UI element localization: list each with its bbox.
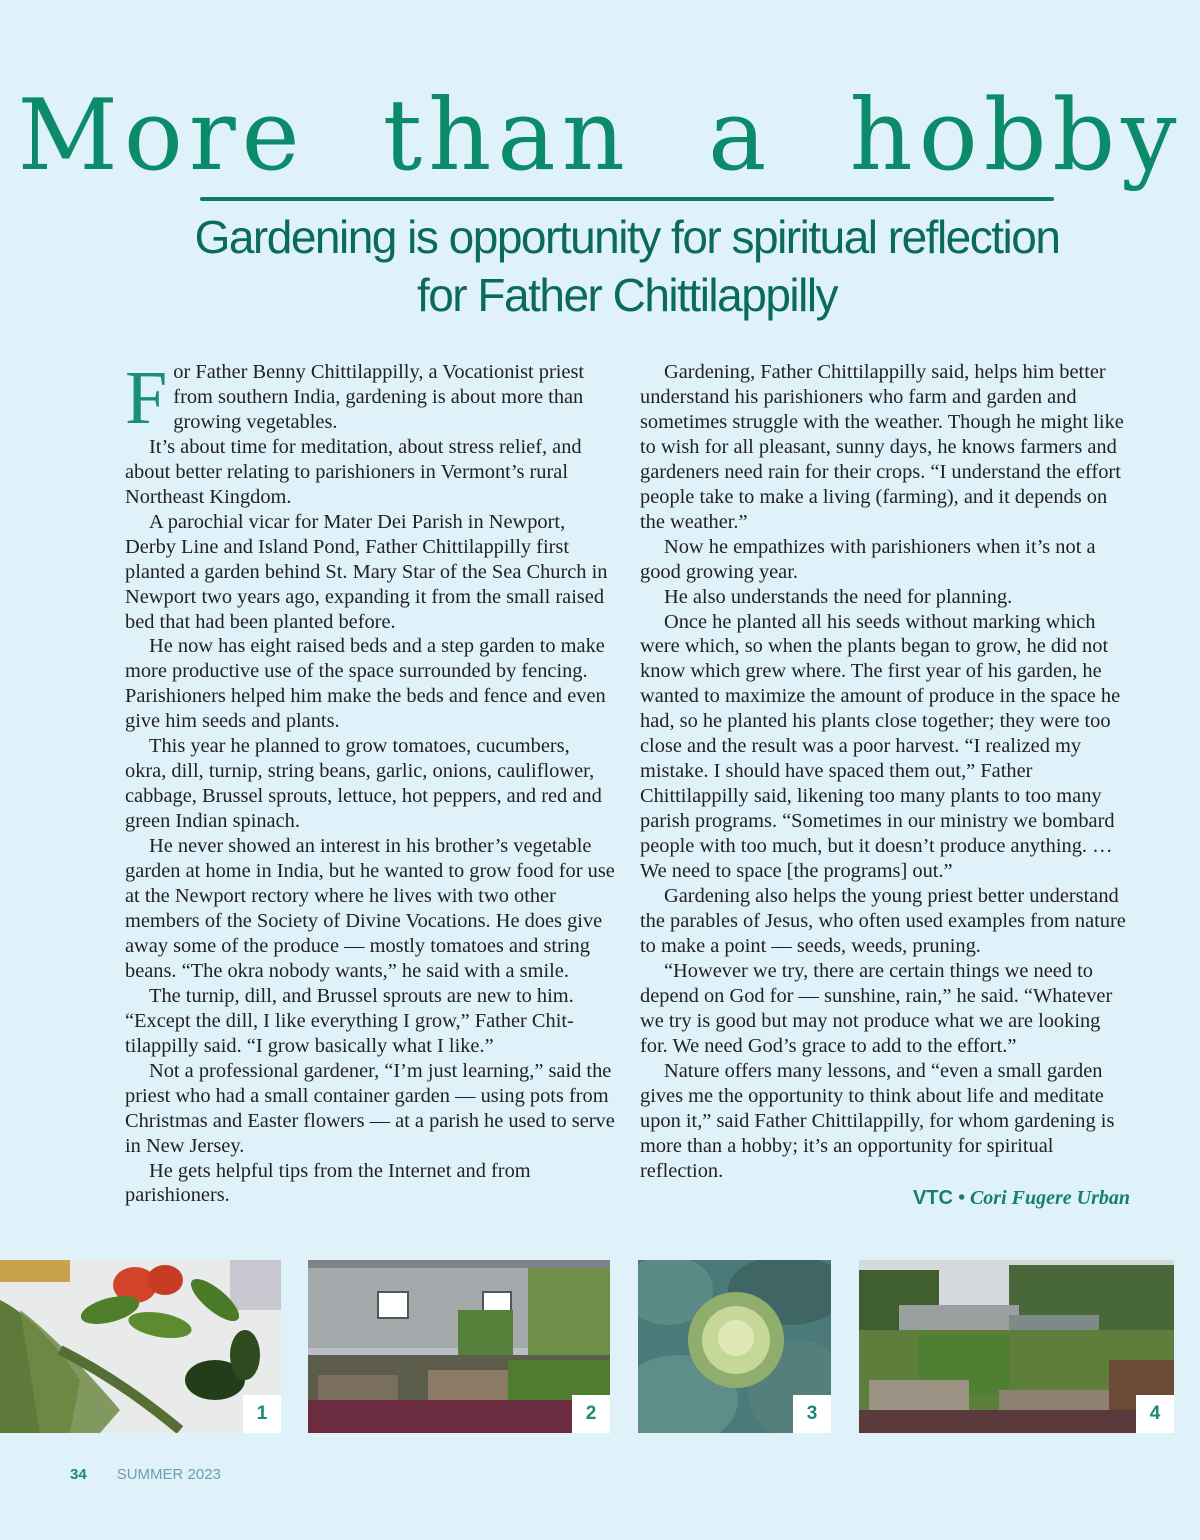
photo-garden xyxy=(859,1260,1174,1433)
issue-label: SUMMER 2023 xyxy=(116,1466,221,1483)
paragraph: He also understands the need for planning. xyxy=(664,585,1013,608)
paragraph: Gardening, Father Chittilappilly said, helps him better understand his parishioners who farm and garden and sometimes struggle with the weather. Though he might like to wish for all pleasant, sunny days, he knows farmers and gardeners need rain for their crops. “I understand the effort people take to make a living (farming), and it depends on the weather.” xyxy=(640,361,1124,533)
paragraph: He now has eight raised beds and a step garden to make more productive use of the space surrounded by fencing. Parishioners helped him make the beds and fence and even give him seeds and plants. xyxy=(125,635,606,733)
article-subtitle xyxy=(100,208,1154,324)
paragraph: A parochial vicar for Mater Dei Parish in Newport, Derby Line and Island Pond, Father Chittilappilly first planted a garden behind St. Mary Star of the Sea Church in Newport two years ago, expanding it from the small raised bed that had been planted before. xyxy=(125,510,608,633)
paragraph: He gets helpful tips from the Internet and from parishioners. xyxy=(125,1159,531,1207)
photo-number: 2 xyxy=(572,1395,610,1433)
paragraph: Not a professional gardener, “I’m just learning,” said the priest who had a small container garden — using pots from Christmas and Easter flowers — at a parish he used to serve in New Jersey. xyxy=(125,1059,615,1157)
left-column xyxy=(125,356,615,1208)
paragraph: It’s about time for meditation, about stress relief, and about better relating to parishioners in Vermont’s rural Northeast Kingdom. xyxy=(125,435,582,508)
photo-number: 4 xyxy=(1136,1395,1174,1433)
right-column xyxy=(640,360,1130,1211)
photo-cabbage xyxy=(638,1260,831,1433)
title-divider xyxy=(200,197,1054,201)
paragraph: The turnip, dill, and Brussel sprouts are new to him. “Except the dill, I like everything I grow,” Father Chittilappilly said. “I grow basically what I like.” xyxy=(125,984,574,1057)
article-title: More than a hobby xyxy=(17,79,1183,193)
subtitle-line-2: for Father Chittilappilly xyxy=(416,269,838,321)
paragraph: This year he planned to grow tomatoes, cucumbers, okra, dill, turnip, string beans, garlic, onions, cauliflower, cabbage, Brussel sprouts, lettuce, hot peppers, and red and green Indian spinach. xyxy=(125,735,602,833)
paragraph: For Father Benny Chittilappilly, a Vocationist priest from southern India, gardening is about more than growing vegetables. xyxy=(125,356,585,440)
byline-org: VTC xyxy=(912,1187,953,1210)
paragraph: Gardening also helps the young priest better understand the parables of Jesus, who often used examples from nature to make a point — seeds, weeds, pruning. xyxy=(640,885,1126,957)
page-number: 34 xyxy=(70,1466,87,1483)
paragraph: Once he planted all his seeds without marking which were which, so when the plants began to grow, he did not know which grew where. The first year of his garden, he wanted to maximize the amount of produce in the space he had, so he planted his plants close together; they were too close and the result was a poor harvest. “I realized my mistake. I should have spaced them out,” Father Chittilappilly said, likening too many plants to too many parish programs. “Sometimes in our ministry we bombard people with too much, but it doesn’t produce anything. … We need to space [the programs] out.” xyxy=(640,610,1121,883)
byline xyxy=(640,1186,1130,1211)
paragraph: He never showed an interest in his brother’s vegetable garden at home in India, but he wanted to grow food for use at the Newport rectory where he lives with two other members of the Society of Divine Vocations. He does give away some of the produce — mostly tomatoes and string beans. “The okra nobody wants,” he said with a smile. xyxy=(125,835,615,982)
byline-author: Cori Fugere Urban xyxy=(969,1187,1130,1210)
drop-cap: F xyxy=(125,356,168,440)
photo-number: 1 xyxy=(243,1395,281,1433)
photo-number: 3 xyxy=(793,1395,831,1433)
byline-separator: • xyxy=(952,1187,970,1210)
page-footer xyxy=(70,1466,221,1483)
photo-vegetables xyxy=(0,1260,281,1433)
paragraph: Nature offers many lessons, and “even a small garden gives me the opportunity to think about life and meditate upon it,” said Father Chittilappilly, for whom gardening is more than a hobby; it’s an opportunity for spiritual reflection. xyxy=(640,1059,1115,1182)
paragraph: Now he empathizes with parishioners when it’s not a good growing year. xyxy=(640,535,1096,583)
photo-raised-beds xyxy=(308,1260,610,1433)
paragraph: “However we try, there are certain things we need to depend on God for — sunshine, rain,” he said. “Whatever we try is good but may not produce what we are looking for. We need God’s grace to add to the effort.” xyxy=(640,959,1113,1057)
subtitle-line-1: Gardening is opportunity for spiritual reflection xyxy=(194,211,1060,263)
